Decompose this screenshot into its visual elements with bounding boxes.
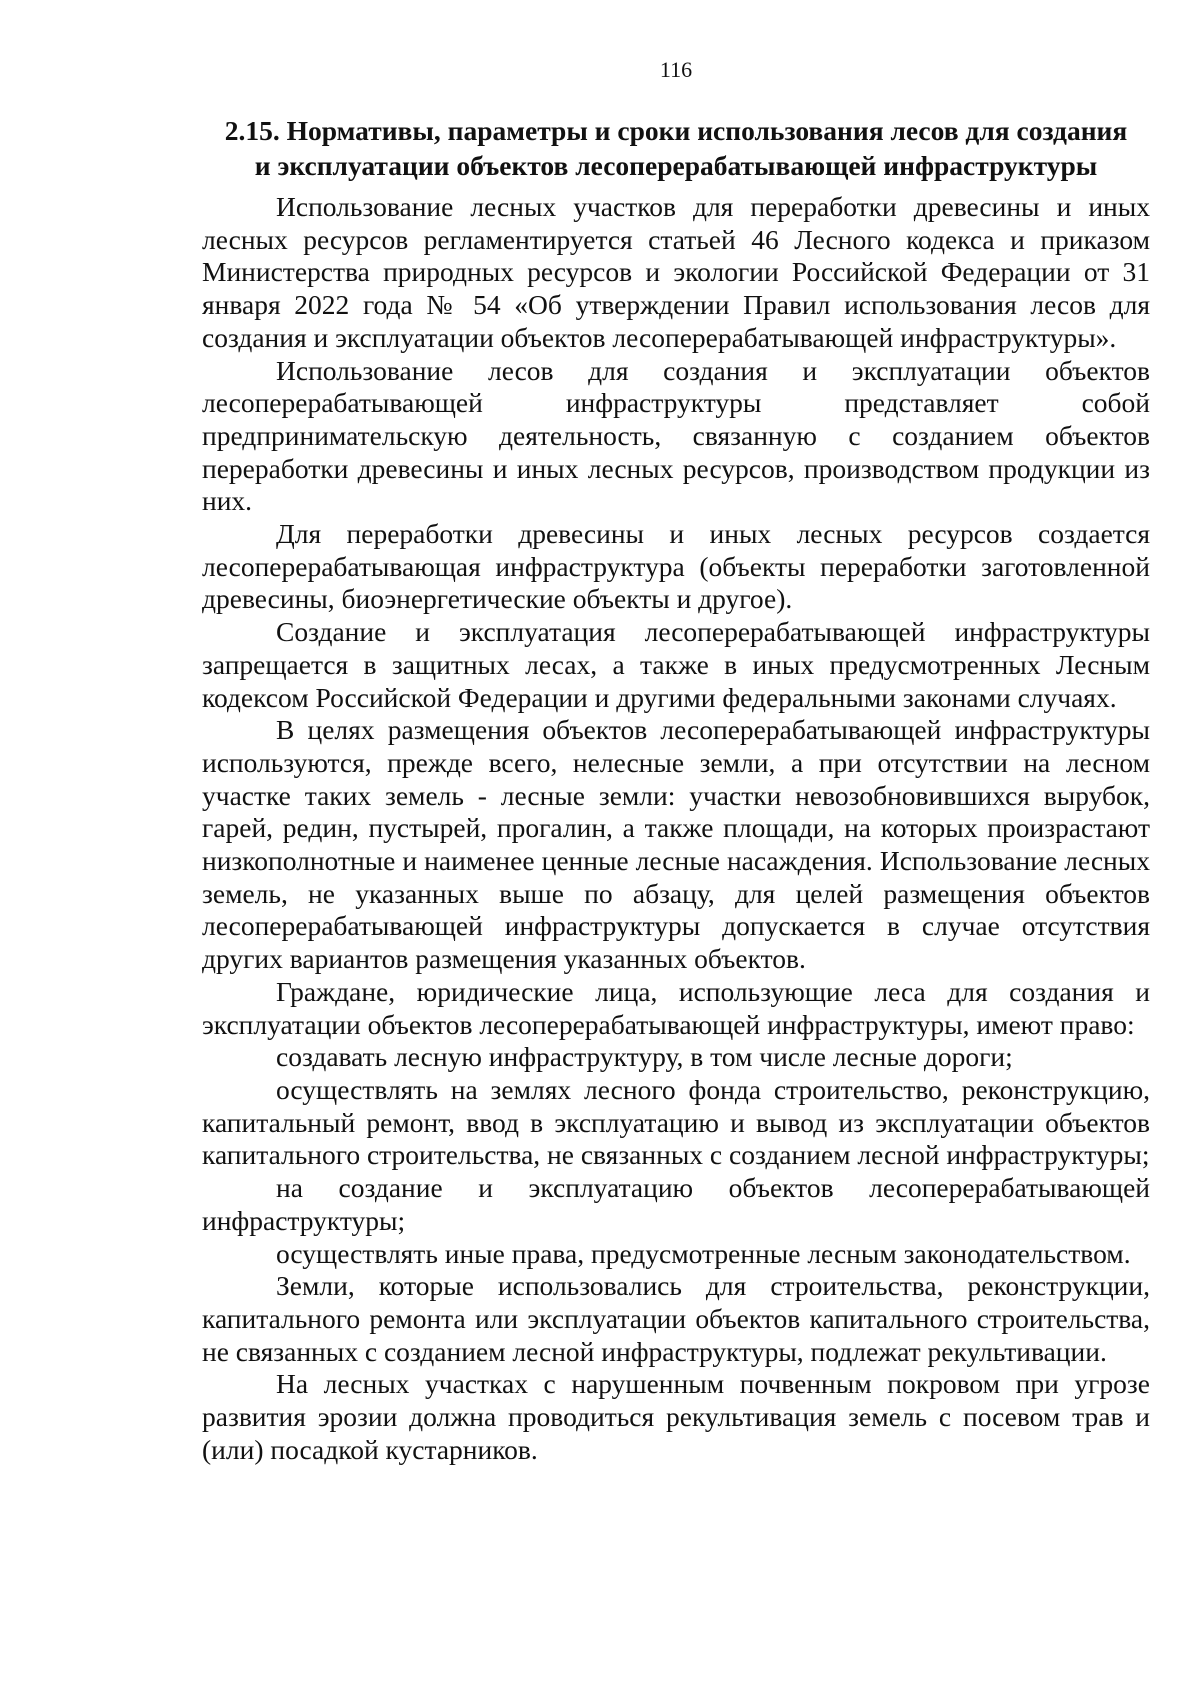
section-heading [202,113,1150,183]
paragraph-business-activity: Использование лесов для создания и эксплуатации объектов лесоперерабатывающей инфраструктуры представляет собой предпринимательскую деятельность, связанную с созданием объектов переработки древесины и иных лесных ресурсов, производством продукции из них. [202,354,1150,517]
paragraph-recultivation: Земли, которые использовались для строительства, реконструкции, капитального ремонта или эксплуатации объектов капитального строительства, не связанных с созданием лесной инфраструктуры, подлежат рекультивации. [202,1270,1150,1367]
paragraph-prohibition: Создание и эксплуатация лесоперерабатывающей инфраструктуры запрещается в защитных лесах, а также в иных предусмотренных Лесным кодексом Российской Федерации и другими федеральными законами случаях. [202,616,1150,713]
section-heading-line-2: и эксплуатации объектов лесоперерабатывающей инфраструктуры [254,150,1098,181]
paragraph-erosion: На лесных участках с нарушенным почвенным покровом при угрозе развития эрозии должна проводиться рекультивация земель с посевом трав и (или) посадкой кустарников. [202,1368,1150,1465]
section-heading-line-1: 2.15. Нормативы, параметры и сроки использования лесов для создания [224,115,1128,146]
paragraph-right-operation: на создание и эксплуатацию объектов лесоперерабатывающей инфраструктуры; [202,1172,1150,1236]
document-body [202,191,1150,1466]
paragraph-rights-intro: Граждане, юридические лица, использующие леса для создания и эксплуатации объектов лесоперерабатывающей инфраструктуры, имеют право: [202,975,1150,1040]
paragraph-right-forest-roads: создавать лесную инфраструктуру, в том числе лесные дороги; [276,1041,1013,1073]
paragraph-right-construction: осуществлять на землях лесного фонда строительство, реконструкцию, капитальный ремонт, ввод в эксплуатацию и вывод из эксплуатации объектов капитального строительства, не связанных с созданием лесной инфраструктуры; [202,1073,1150,1171]
page-number: 116 [659,57,693,82]
paragraph-infrastructure-creation: Для переработки древесины и иных лесных ресурсов создается лесоперерабатывающая инфраструктура (объекты переработки заготовленной древесины, биоэнергетические объекты и другое). [202,518,1150,615]
paragraph-land-placement: В целях размещения объектов лесоперерабатывающей инфраструктуры используются, прежде всего, нелесные земли, а при отсутствии на лесном участке таких земель - лесные земли: участки невозобновившихся вырубок, гарей, редин, пустырей, прогалин, а также площади, на которых произрастают низкополнотные и наименее ценные лесные насаждения. Использование лесных земель, не указанных выше по абзацу, для целей размещения объектов лесоперерабатывающей инфраструктуры допускается в случае отсутствия других вариантов размещения указанных объектов. [202,714,1150,975]
paragraph-legal-basis: Использование лесных участков для переработки древесины и иных лесных ресурсов регламентируется статьей 46 Лесного кодекса и приказом Министерства природных ресурсов и экологии Российской Федерации от 31 января 2022 года № 54 «Об утверждении Правил использования лесов для создания и эксплуатации объектов лесоперерабатывающей инфраструктуры». [202,191,1150,353]
paragraph-right-other: осуществлять иные права, предусмотренные лесным законодательством. [276,1237,1131,1269]
